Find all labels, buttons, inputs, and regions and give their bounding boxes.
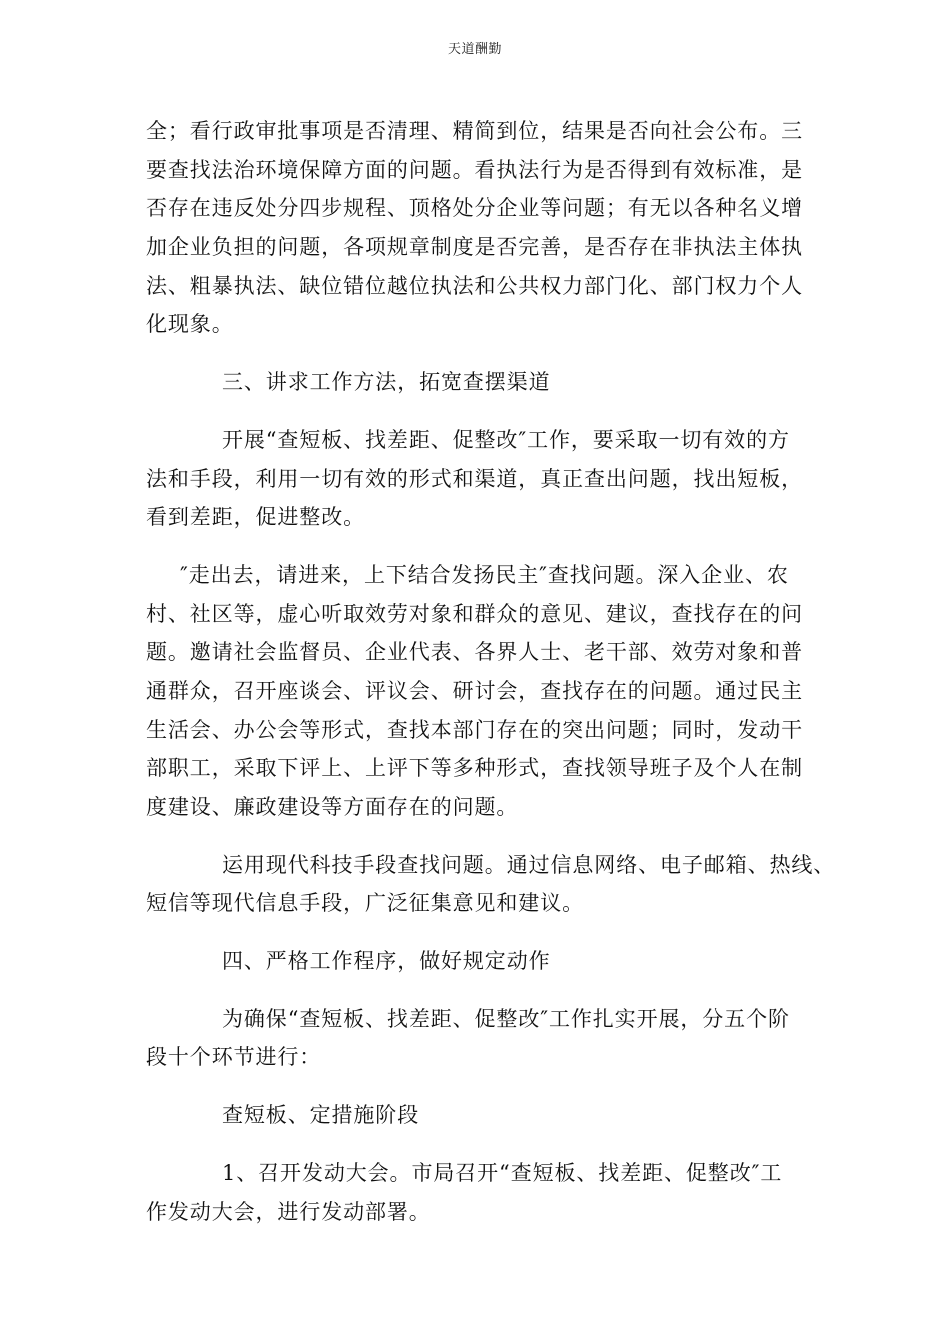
text-line: 为确保“查短板、找差距、促整改″工作扎实开展，分五个阶: [222, 1006, 790, 1031]
text-line: 作发动大会，进行发动部署。: [146, 1199, 431, 1224]
section-heading: [146, 942, 806, 981]
section-heading: [146, 363, 806, 402]
text-line: 开展“查短板、找差距、促整改″工作，要采取一切有效的方: [222, 427, 790, 452]
text-line: 要查找法治环境保障方面的问题。看执法行为是否得到有效标准，是: [146, 157, 803, 182]
text-line: 段十个环节进行：: [146, 1045, 322, 1070]
document-body: [146, 112, 836, 1250]
text-line: 法、粗暴执法、缺位错位越位执法和公共权力部门化、部门权力个人: [146, 273, 803, 298]
heading-text: 查短板、定措施阶段: [222, 1103, 420, 1128]
text-line: 否存在违反处分四步规程、顶格处分企业等问题；有无以各种名义增: [146, 196, 803, 221]
subsection-heading: [146, 1096, 806, 1135]
text-line: 部职工，采取下评上、上评下等多种形式，查找领导班子及个人在制: [146, 756, 803, 781]
paragraph: [146, 1000, 806, 1077]
text-line: 法和手段，利用一切有效的形式和渠道，真正查出问题，找出短板，: [146, 466, 803, 491]
paragraph: [146, 846, 836, 923]
text-line: 度建设、廉政建设等方面存在的问题。: [146, 795, 519, 819]
paragraph: [146, 1154, 806, 1231]
text-line: 村、社区等，虚心听取效劳对象和群众的意见、建议，查找存在的问: [146, 601, 803, 626]
text-line: 化现象。: [146, 312, 234, 337]
text-line: 全；看行政审批事项是否清理、精简到位，结果是否向社会公布。三: [146, 119, 803, 143]
text-line: 短信等现代信息手段，广泛征集意见和建议。: [146, 891, 584, 916]
page-header: 天道酬勤: [447, 42, 502, 57]
text-line: 题。邀请社会监督员、企业代表、各界人士、老干部、效劳对象和普: [146, 640, 803, 665]
heading-text: 三、讲求工作方法，拓宽查摆渠道: [222, 370, 551, 395]
text-line: 看到差距，促进整改。: [146, 505, 365, 530]
paragraph: [146, 556, 806, 827]
heading-text: 四、严格工作程序，做好规定动作: [222, 949, 551, 974]
text-line: ″走出去，请进来，上下结合发扬民主″查找问题。深入企业、农: [180, 562, 789, 587]
text-line: 1、召开发动大会。市局召开“查短板、找差距、促整改″工: [222, 1160, 783, 1185]
paragraph: [146, 112, 806, 344]
text-line: 通群众，召开座谈会、评议会、研讨会，查找存在的问题。通过民主: [146, 678, 803, 703]
paragraph: [146, 421, 806, 537]
text-line: 生活会、办公会等形式，查找本部门存在的突出问题；同时，发动干: [146, 717, 803, 742]
text-line: 运用现代科技手段查找问题。通过信息网络、电子邮箱、热线、: [222, 852, 836, 877]
text-line: 加企业负担的问题，各项规章制度是否完善，是否存在非执法主体执: [146, 235, 803, 260]
